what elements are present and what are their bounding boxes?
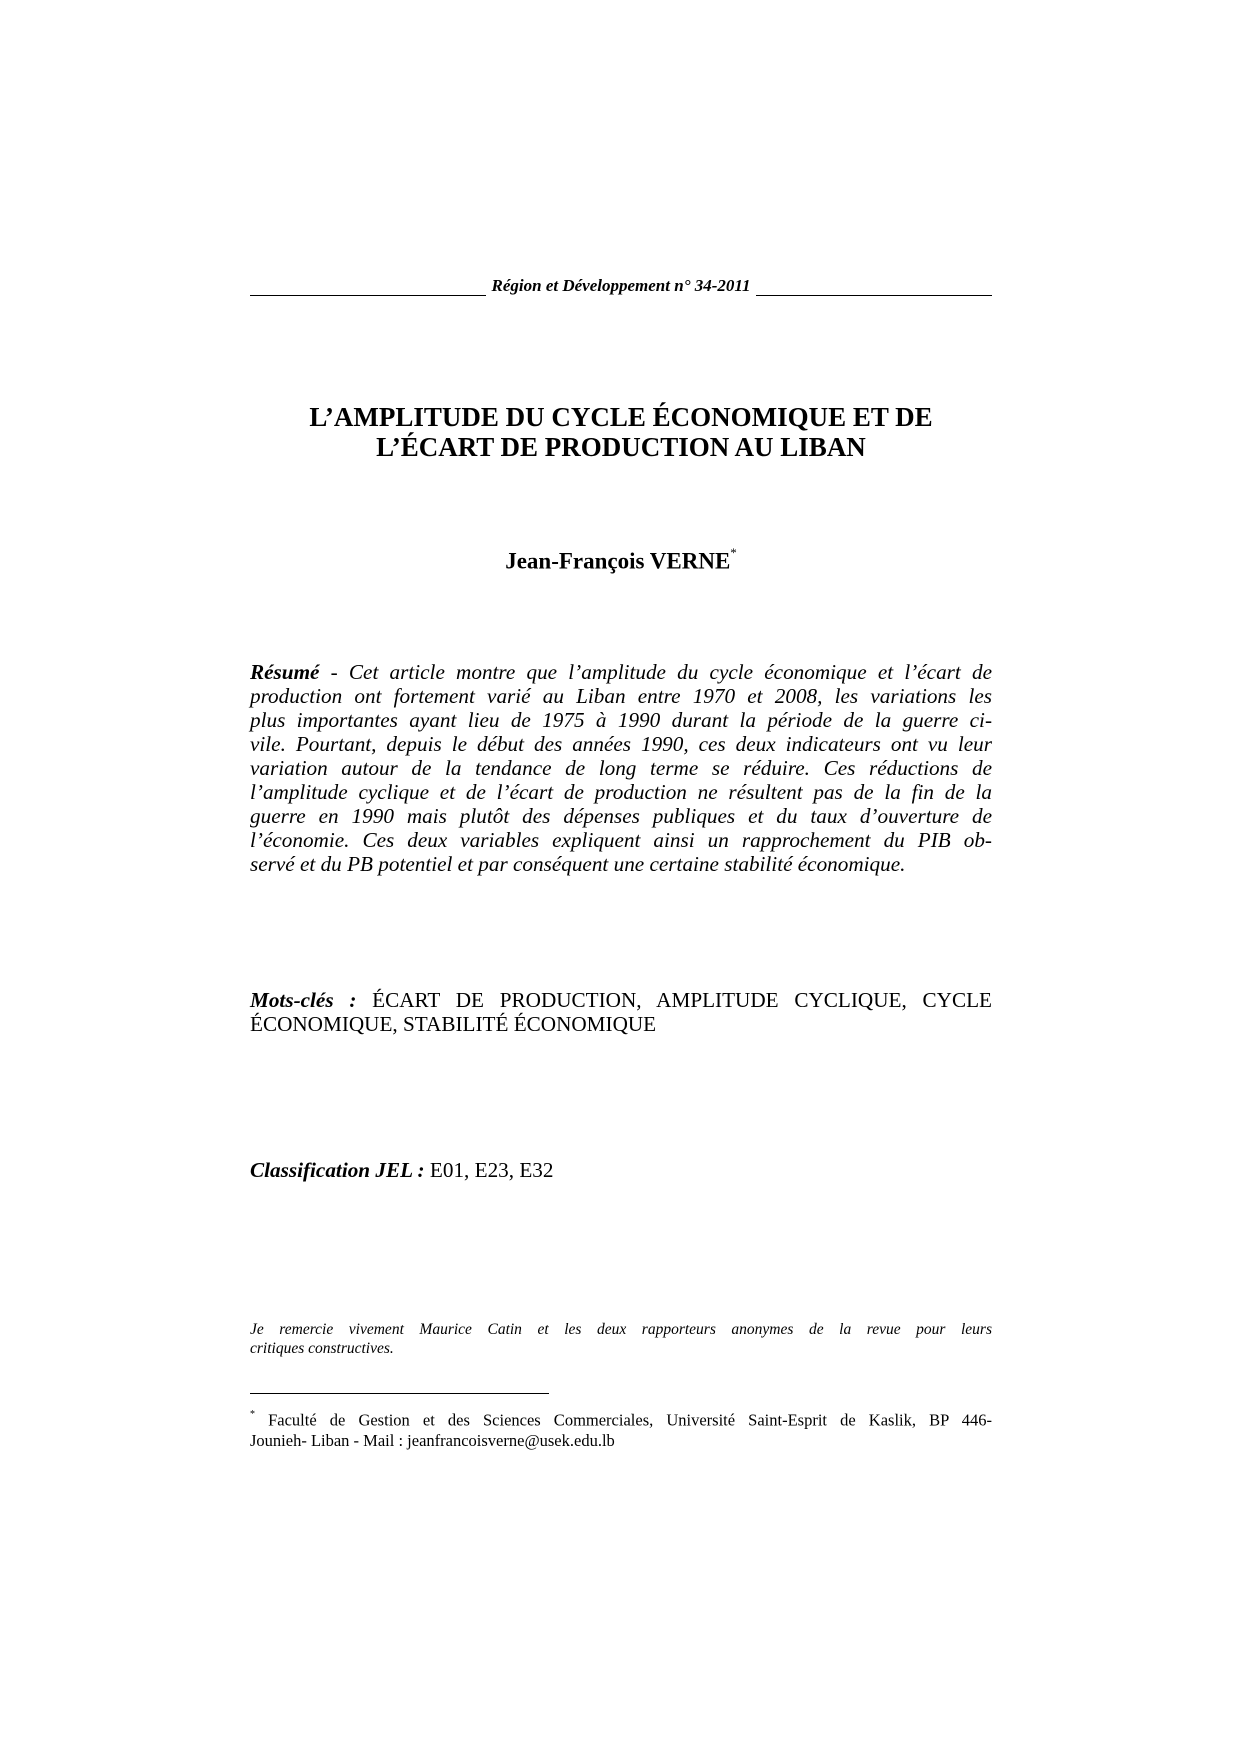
footnote [250,1407,992,1451]
abstract-line: l’économie. Ces deux variables expliquent ainsi un rapprochement du PIB ob- [250,828,992,852]
footnote-line: Jounieh- Liban - Mail : jeanfrancoisverne@usek.edu.lb [250,1430,615,1450]
author [250,545,992,575]
footnote-separator [250,1393,549,1394]
paper-title [250,402,992,462]
author-footnote-marker: * [730,545,737,560]
abstract-line: production ont fortement varié au Liban entre 1970 et 2008, les variations les [250,684,992,708]
title-line-1: L’AMPLITUDE DU CYCLE ÉCONOMIQUE ET DE [309,402,933,432]
jel-codes: E01, E23, E32 [424,1158,554,1182]
keywords-label: Mots-clés : [250,988,357,1012]
keywords-line: Mots-clés : ÉCART DE PRODUCTION, AMPLITUDE CYCLIQUE, CYCLE [250,988,992,1012]
acknowledgement-line: Je remercie vivement Maurice Catin et les deux rapporteurs anonymes de la revue pour leurs [250,1321,992,1338]
journal-issue: Région et Développement n° 34-2011 [491,276,751,295]
abstract-label: Résumé [250,660,320,684]
abstract [250,660,992,876]
keywords [250,988,992,1036]
running-header [250,276,992,296]
abstract-line: variation autour de la tendance de long terme se réduire. Ces réductions de [250,756,992,780]
acknowledgement [250,1320,992,1358]
abstract-line: plus importantes ayant lieu de 1975 à 1990 durant la période de la guerre ci- [250,708,992,732]
keywords-line: ÉCONOMIQUE, STABILITÉ ÉCONOMIQUE [250,1012,657,1036]
acknowledgement-line: critiques constructives. [250,1340,394,1357]
jel-label: Classification JEL : [250,1158,425,1182]
header-rule-left [250,279,486,296]
footnote-marker: * [250,1409,255,1420]
abstract-line: servé et du PB potentiel et par conséquent une certaine stabilité économique. [250,852,906,876]
jel-classification [250,1158,992,1183]
abstract-line: l’amplitude cyclique et de l’écart de production ne résultent pas de la fin de la [250,780,992,804]
header-rule-right [756,279,992,296]
title-line-2: L’ÉCART DE PRODUCTION AU LIBAN [376,432,866,462]
abstract-line: guerre en 1990 mais plutôt des dépenses publiques et du taux d’ouverture de [250,804,992,828]
footnote-line: * Faculté de Gestion et des Sciences Commerciales, Université Saint-Esprit de Kaslik, BP 446- [250,1409,992,1430]
abstract-line: vile. Pourtant, depuis le début des années 1990, ces deux indicateurs ont vu leur [250,732,992,756]
abstract-line: Résumé - Cet article montre que l’amplitude du cycle économique et l’écart de [250,660,992,684]
author-name: Jean-François VERNE [505,548,731,574]
